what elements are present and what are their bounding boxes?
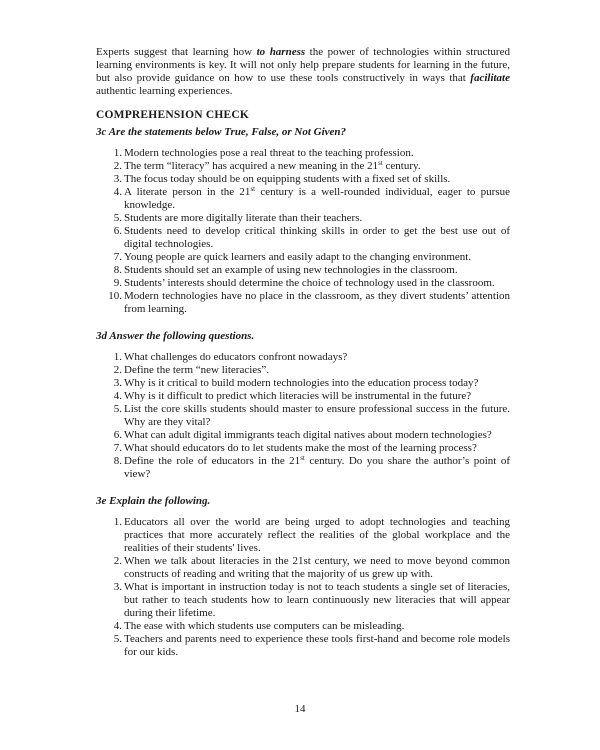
- list-item: 8 . Students should set an example of using new technologies in the classroom.: [96, 264, 510, 277]
- list-item: 1 . What challenges do educators confront nowadays?: [96, 351, 510, 364]
- list-item: 5 . List the core skills students should master to ensure professional success in the future. Why are they vital?: [96, 403, 510, 429]
- list-item: 9 . Students’ interests should determine the choice of technology used in the classroom.: [96, 277, 510, 290]
- list-item: 3 . The focus today should be on equipping students with a fixed set of skills.: [96, 173, 510, 186]
- list-item: 5 . Teachers and parents need to experience these tools first-hand and become role models for our kids.: [96, 633, 510, 659]
- list-item: 1 . Educators all over the world are being urged to adopt technologies and teaching practices that more accurately reflect the realities of the global workplace and the realities of their students' lives.: [96, 516, 510, 555]
- list-item: 5 . Students are more digitally literate than their teachers.: [96, 212, 510, 225]
- list-item: 3 . Why is it critical to build modern technologies into the education process today?: [96, 377, 510, 390]
- list-item: 10 . Modern technologies have no place in the classroom, as they divert students’ attention from learning.: [96, 290, 510, 316]
- document-page: [96, 46, 510, 659]
- section-3c-list: [96, 147, 510, 316]
- list-item: 8 . Define the role of educators in the 21st century. Do you share the author’s point of view?: [96, 455, 510, 481]
- comprehension-check-heading: COMPREHENSION CHECK: [96, 109, 249, 121]
- intro-text-3: authentic learning experiences.: [96, 85, 233, 97]
- intro-paragraph: [96, 46, 510, 98]
- list-item: 4 . A literate person in the 21st century is a well-rounded individual, eager to pursue knowledge.: [96, 186, 510, 212]
- list-item: 1 . Modern technologies pose a real threat to the teaching profession.: [96, 147, 510, 160]
- section-3d-list: [96, 351, 510, 481]
- list-item: 7 . Young people are quick learners and easily adapt to the changing environment.: [96, 251, 510, 264]
- list-item: 3 . What is important in instruction today is not to teach students a single set of literacies, but rather to teach students how to learn continuously new literacies that will appear during their lifetime.: [96, 581, 510, 620]
- list-item: 6 . Students need to develop critical thinking skills in order to get the best use out of digital technologies.: [96, 225, 510, 251]
- page-number: 14: [294, 703, 306, 715]
- intro-text-2: the power of technologies within structured learning environments is key. It will not only help prepare students for learning in the future, but also provide guidance on how to use these tools constructively in ways that: [96, 46, 510, 84]
- list-item: 6 . What can adult digital immigrants teach digital natives about modern technologies?: [96, 429, 510, 442]
- list-item: 2 . When we talk about literacies in the 21st century, we need to move beyond common constructs of reading and writing that the majority of us grew up with.: [96, 555, 510, 581]
- list-item: 7 . What should educators do to let students make the most of the learning process?: [96, 442, 510, 455]
- intro-text-1: Experts suggest that learning how: [96, 46, 257, 58]
- section-3c-title: 3c Are the statements below True, False, or Not Given?: [96, 126, 347, 138]
- list-item: 4 . The ease with which students use computers can be misleading.: [96, 620, 510, 633]
- section-3d-title: 3d Answer the following questions.: [96, 330, 255, 342]
- intro-emphasis-facilitate: facilitate: [470, 72, 510, 84]
- intro-emphasis-harness: to harness: [256, 46, 306, 58]
- list-item: 4 . Why is it difficult to predict which literacies will be instrumental in the future?: [96, 390, 510, 403]
- section-3e-list: [96, 516, 510, 659]
- section-3e-title: 3e Explain the following.: [96, 495, 211, 507]
- list-item: 2 . The term “literacy” has acquired a new meaning in the 21st century.: [96, 160, 510, 173]
- list-item: 2 . Define the term “new literacies”.: [96, 364, 510, 377]
